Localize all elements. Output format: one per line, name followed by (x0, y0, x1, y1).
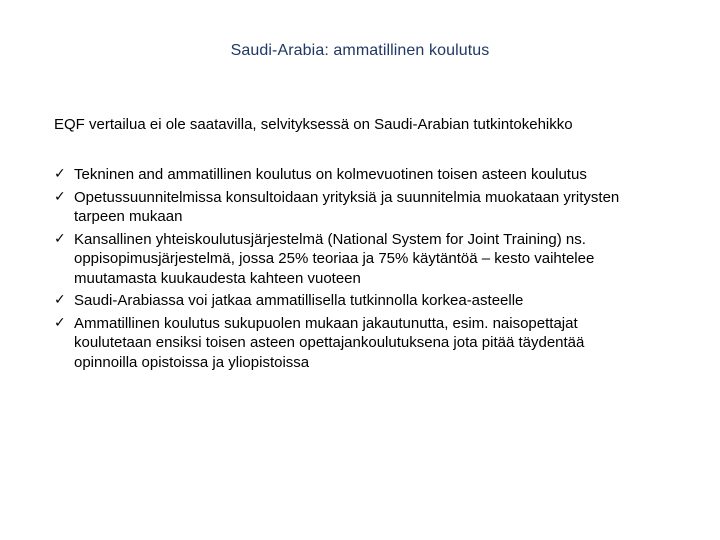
slide-title: Saudi-Arabia: ammatillinen koulutus (230, 42, 490, 59)
list-item (54, 230, 644, 289)
list-item (54, 165, 644, 185)
bullet-text: Tekninen and ammatillinen koulutus on kolmevuotinen toisen asteen koulutus (74, 166, 587, 183)
check-icon: ✓ (54, 166, 66, 182)
bullet-text: Opetussuunnitelmissa konsultoidaan yrityksiä ja suunnitelmia muokataan yritysten tarpeen mukaan (74, 188, 620, 225)
list-item (54, 188, 644, 227)
list-item (54, 314, 644, 373)
check-icon: ✓ (54, 188, 66, 205)
bullet-text: Ammatillinen koulutus sukupuolen mukaan jakautunutta, esim. naisopettajat koulutetaan ensiksi toisen asteen opettajankoulutuksena jota pitää täydentää opinnoilla opistoissa ja yliopistoissa (74, 314, 585, 371)
list-item (54, 291, 644, 311)
check-icon: ✓ (54, 292, 66, 308)
check-icon: ✓ (54, 314, 66, 331)
bullet-list (54, 165, 644, 375)
intro-text: EQF vertailua ei ole saatavilla, selvityksessä on Saudi-Arabian tutkintokehikko (54, 116, 573, 133)
bullet-text: Kansallinen yhteiskoulutusjärjestelmä (National System for Joint Training) ns. oppisopimusjärjestelmä, jossa 25% teoriaa ja 75% käytäntöä – kesto vaihtelee muutamasta kuukaudesta kahteen vuoteen (74, 230, 595, 287)
check-icon: ✓ (54, 230, 66, 247)
bullet-text: Saudi-Arabiassa voi jatkaa ammatillisella tutkinnolla korkea-asteelle (74, 292, 524, 309)
